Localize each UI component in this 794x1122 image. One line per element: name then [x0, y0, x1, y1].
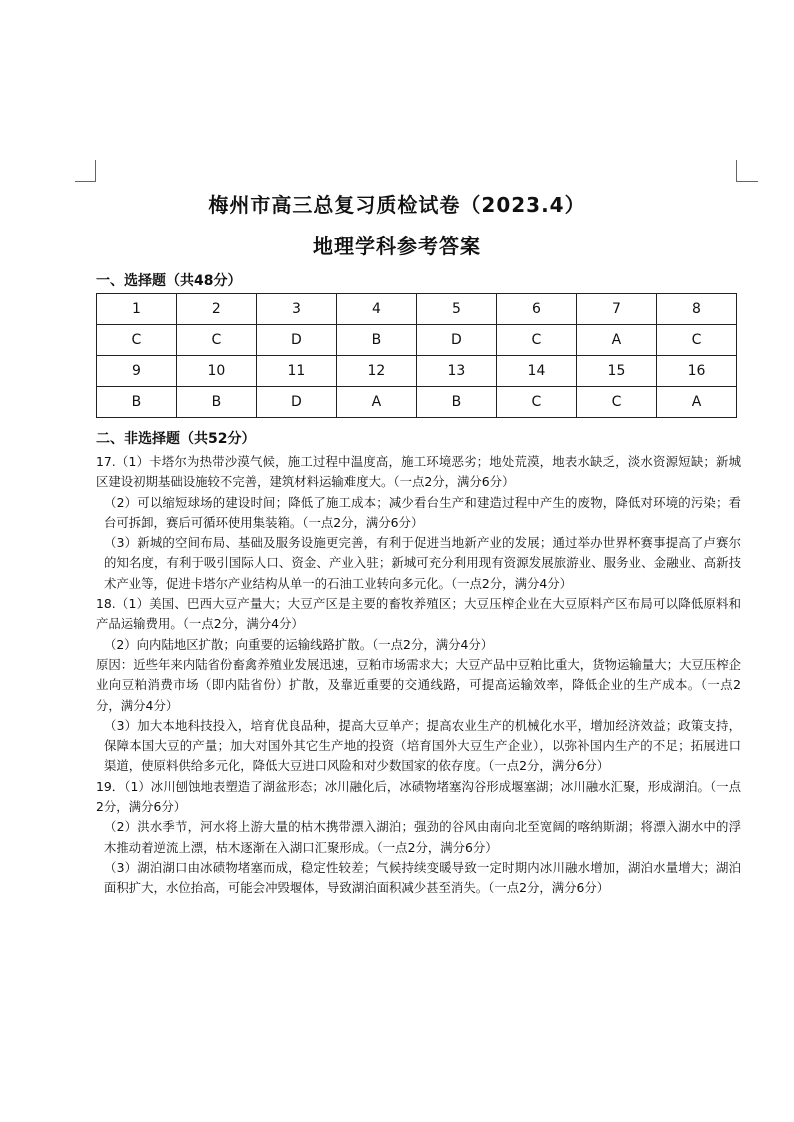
answer-paragraph: 18.（1）美国、巴西大豆产量大；大豆产区是主要的畜牧养殖区；大豆压榨企业在大豆原料产区布局可以降低原料和产品运输费用。（一点2分，满分4分）: [96, 596, 741, 632]
table-cell: B: [416, 387, 496, 418]
table-cell: B: [97, 387, 177, 418]
table-cell: 2: [176, 294, 256, 325]
table-cell: C: [496, 387, 576, 418]
answer-paragraph: （2）向内陆地区扩散；向重要的运输线路扩散。（一点2分，满分4分）: [104, 636, 494, 652]
table-cell: 3: [256, 294, 336, 325]
answer-paragraph: 17.（1）卡塔尔为热带沙漠气候，施工过程中温度高，施工环境恶劣；地处荒漠，地表水缺乏，淡水资源短缺；新城区建设初期基础设施较不完善，建筑材料运输难度大。（一点2分，满分6分）: [96, 454, 741, 490]
answer-paragraph: （3）湖泊湖口由冰碛物堵塞而成，稳定性较差；气候持续变暖导致一定时期内冰川融水增加，湖泊水量增大；湖泊面积扩大，水位抬高，可能会冲毁堰体，导致湖泊面积减少甚至消失。（一点2分，满分6分）: [104, 859, 741, 896]
answer-table: [96, 293, 737, 418]
table-cell: 11: [256, 356, 336, 387]
table-row: [97, 325, 737, 356]
answer-paragraph: 原因：近些年来内陆省份畜禽养殖业发展迅速，豆粕市场需求大；大豆产品中豆粕比重大，货物运输量大；大豆压榨企业向豆粕消费市场（即内陆省份）扩散，及靠近重要的交通线路，可提高运输效率，降低企业的生产成本。（一点2分，满分4分）: [96, 656, 741, 713]
table-cell: A: [336, 387, 416, 418]
table-cell: 9: [97, 356, 177, 387]
table-cell: 12: [336, 356, 416, 387]
table-cell: 5: [416, 294, 496, 325]
table-cell: A: [576, 325, 656, 356]
table-row: [97, 294, 737, 325]
table-cell: B: [336, 325, 416, 356]
table-cell: A: [656, 387, 736, 418]
table-cell: 8: [656, 294, 736, 325]
crop-mark-top-left: [95, 160, 97, 182]
table-cell: 6: [496, 294, 576, 325]
section-heading-nonchoice: 二、非选择题（共52分）: [96, 431, 256, 447]
answer-paragraph: （3）加大本地科技投入，培育优良品种，提高大豆单产；提高农业生产的机械化水平，增加经济效益；政策支持，保障本国大豆的产量；加大对国外其它生产地的投资（培育国外大豆生产企业），以弥补国内生产的不足；拓展进口渠道，使原料供给多元化，降低大豆进口风险和对少数国家的依存度。（一点2分，满分6分）: [104, 717, 741, 774]
section-heading-choice: 一、选择题（共48分）: [96, 273, 242, 289]
table-row: [97, 387, 737, 418]
answer-paragraph: （2）洪水季节，河水将上游大量的枯木携带漂入湖泊；强劲的谷风由南向北至宽阔的喀纳斯湖；将漂入湖水中的浮木推动着逆流上漂，枯木逐渐在入湖口汇聚形成。（一点2分，满分6分）: [104, 819, 741, 855]
table-cell: D: [416, 325, 496, 356]
crop-mark-top-left-h: [75, 181, 95, 183]
table-cell: D: [256, 325, 336, 356]
table-cell: C: [656, 325, 736, 356]
table-cell: B: [176, 387, 256, 418]
table-cell: 1: [97, 294, 177, 325]
table-cell: C: [496, 325, 576, 356]
table-row: [97, 356, 737, 387]
table-cell: D: [256, 387, 336, 418]
crop-mark-top-right-h: [736, 181, 758, 183]
table-cell: 15: [576, 356, 656, 387]
answer-paragraph: （2）可以缩短球场的建设时间；降低了施工成本；减少看台生产和建造过程中产生的废物，降低对环境的污染；看台可拆卸，赛后可循环使用集装箱。（一点2分，满分6分）: [104, 494, 741, 530]
table-cell: 7: [576, 294, 656, 325]
table-cell: 13: [416, 356, 496, 387]
table-cell: C: [97, 325, 177, 356]
table-cell: C: [576, 387, 656, 418]
table-cell: 16: [656, 356, 736, 387]
page-title: 梅州市高三总复习质检试卷（2023.4）: [208, 193, 586, 217]
crop-mark-top-right: [736, 160, 738, 182]
answer-paragraph: （3）新城的空间布局、基础及服务设施更完善，有利于促进当地新产业的发展；通过举办世界杯赛事提高了卢赛尔的知名度，有利于吸引国际人口、资金、产业入驻；新城可充分利用现有资源发展旅游业、服务业、金融业、高新技术产业等，促进卡塔尔产业结构从单一的石油工业转向多元化。（一点2分，满分4分）: [104, 535, 741, 591]
page-subtitle: 地理学科参考答案: [313, 234, 481, 258]
table-cell: C: [176, 325, 256, 356]
table-cell: 10: [176, 356, 256, 387]
answer-paragraph: 19．（1）冰川刨蚀地表塑造了湖盆形态；冰川融化后，冰碛物堵塞沟谷形成堰塞湖；冰川融水汇聚，形成湖泊。（一点2分，满分6分）: [96, 778, 741, 815]
table-cell: 14: [496, 356, 576, 387]
answer-body: [96, 452, 741, 899]
table-cell: 4: [336, 294, 416, 325]
